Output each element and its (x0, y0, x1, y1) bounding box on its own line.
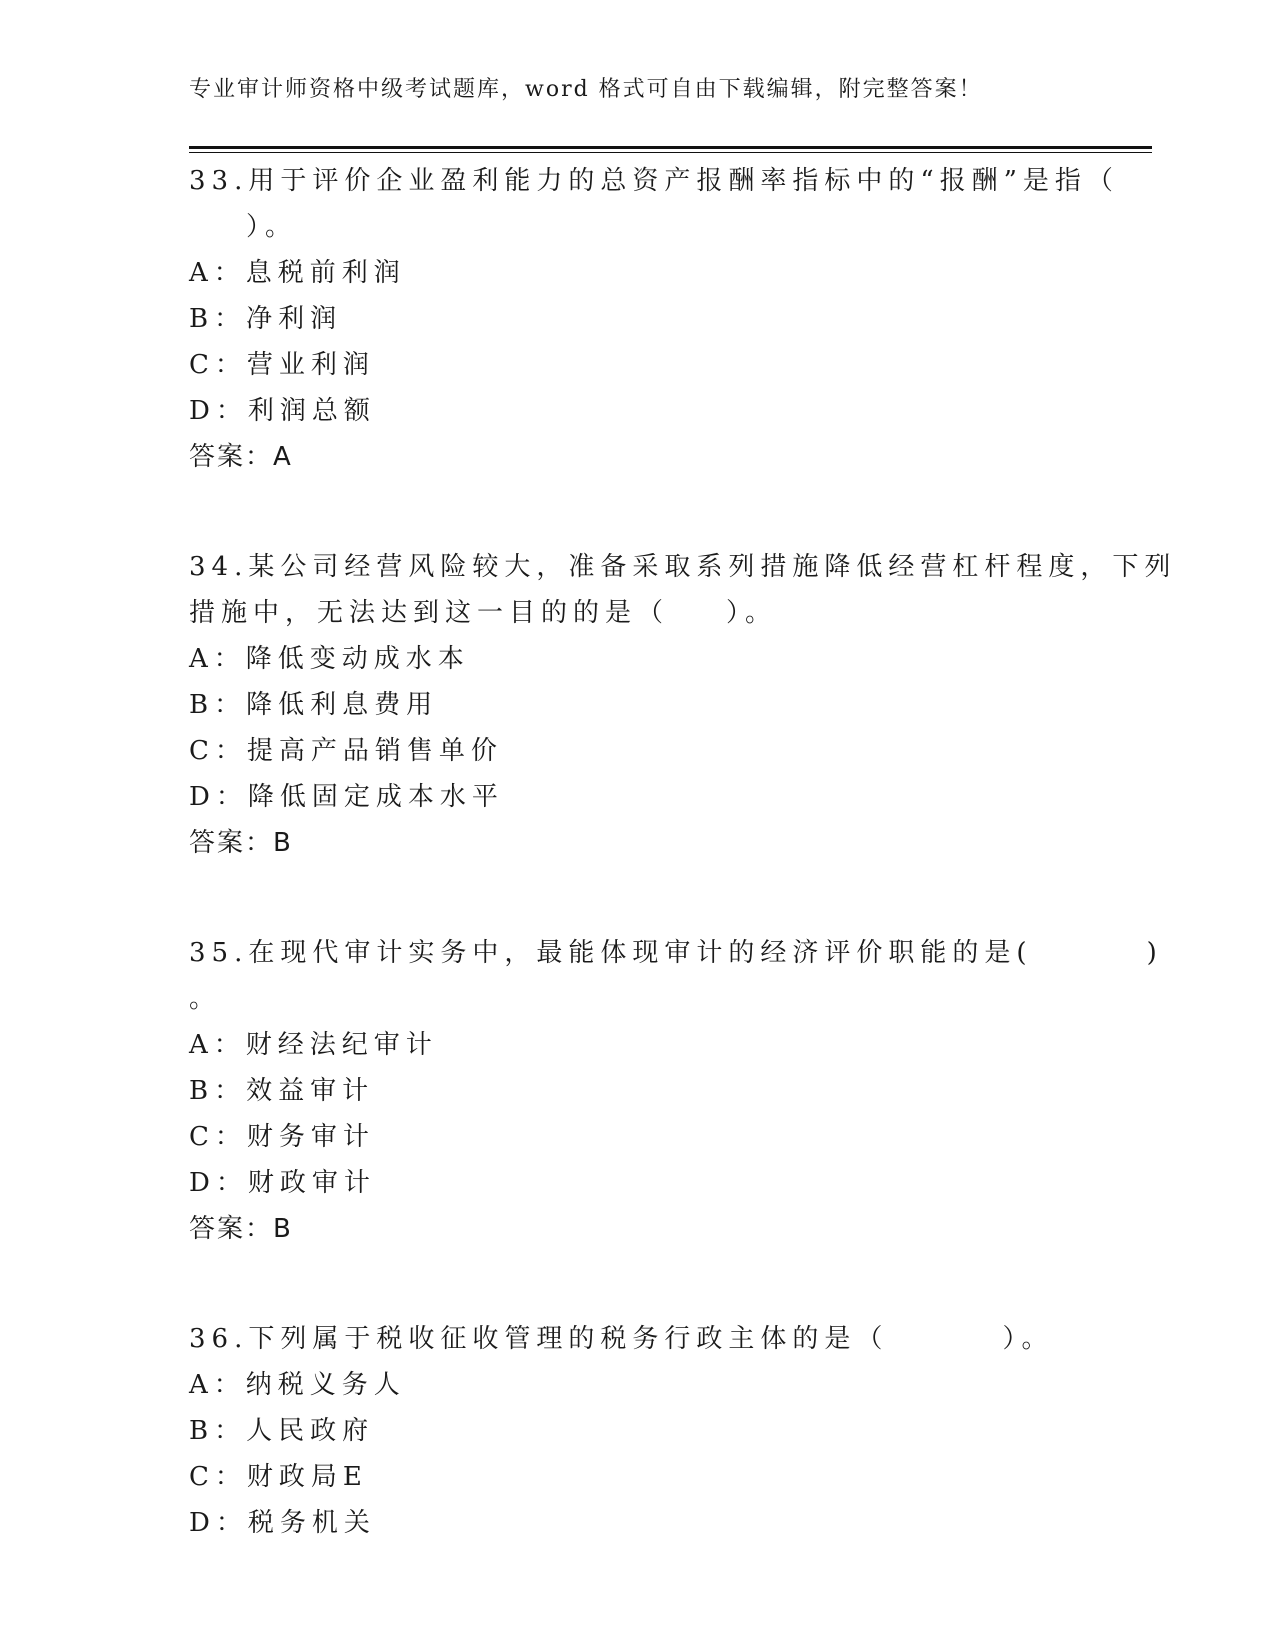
answer: 答案：B (189, 828, 293, 858)
question-text-line: 36.下列属于税收征收管理的税务行政主体的是（ ）。 (189, 1324, 1054, 1354)
question-33 (189, 158, 1119, 480)
question-gap (189, 866, 1089, 930)
option-c: C：财务审计 (189, 1122, 375, 1152)
question-35 (189, 930, 1163, 1252)
header-rule-thin (189, 152, 1152, 153)
option-b: B：降低利息费用 (189, 690, 439, 720)
option-a: A：降低变动成水本 (189, 644, 470, 674)
question-gap (189, 480, 1089, 544)
option-a: A：息税前利润 (189, 258, 406, 288)
question-34 (189, 544, 1177, 866)
question-text-line: 33.用于评价企业盈利能力的总资产报酬率指标中的“报酬”是指（ (189, 166, 1119, 196)
question-text-line: 措施中，无法达到这一目的的是（ ）。 (189, 598, 778, 628)
option-d: D：税务机关 (189, 1508, 376, 1538)
option-a: A：财经法纪审计 (189, 1030, 438, 1060)
option-d: D：利润总额 (189, 396, 376, 426)
option-c: C：提高产品销售单价 (189, 736, 503, 766)
question-list (189, 158, 1177, 1546)
option-b: B：净利润 (189, 304, 343, 334)
option-d: D：降低固定成本水平 (189, 782, 504, 812)
answer: 答案：A (189, 442, 293, 472)
answer: 答案：B (189, 1214, 293, 1244)
question-text-line: 35.在现代审计实务中，最能体现审计的经济评价职能的是( ) (189, 938, 1163, 968)
question-text-line: ）。 (189, 212, 298, 242)
question-36 (189, 1316, 1089, 1546)
option-c: C：财政局E (189, 1462, 368, 1492)
option-b: B：人民政府 (189, 1416, 375, 1446)
question-text-line: 34.某公司经营风险较大，准备采取系列措施降低经营杠杆程度，下列 (189, 552, 1177, 582)
question-text-line: 。 (189, 984, 222, 1014)
option-a: A：纳税义务人 (189, 1370, 406, 1400)
option-b: B：效益审计 (189, 1076, 375, 1106)
header-rule-thick (189, 146, 1152, 149)
question-gap (189, 1252, 1089, 1316)
option-d: D：财政审计 (189, 1168, 376, 1198)
page-header: 专业审计师资格中级考试题库，word 格式可自由下载编辑，附完整答案！ (189, 77, 983, 102)
option-c: C：营业利润 (189, 350, 375, 380)
